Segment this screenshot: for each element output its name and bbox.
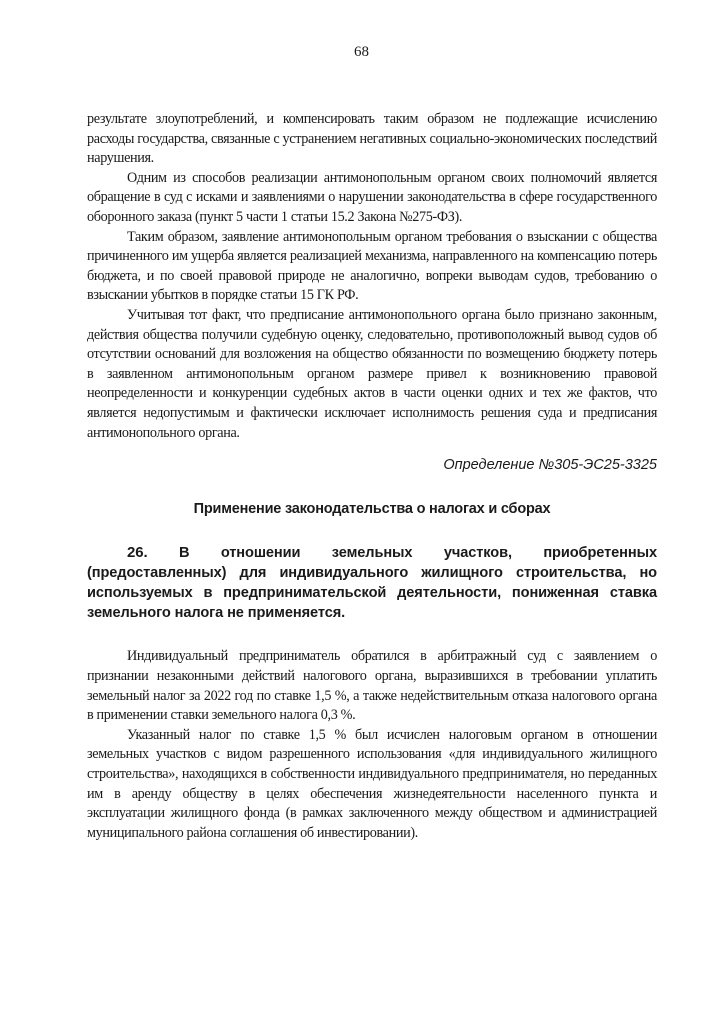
thesis-text: В отношении земельных участков, приобретенных (предоставленных) для индивидуального жилищного строительства, но используемых в предпринимательской деятельности, пониженная ставка земельного налога не применяется.: [87, 545, 657, 621]
paragraph-tax-calculation: Указанный налог по ставке 1,5 % был исчислен налоговым органом в отношении земельных участков с видом разрешенного использования «для индивидуального жилищного строительства», находящихся в собственности индивидуального предпринимателя, но переданных им в аренду обществу в целях обеспечения жизнедеятельности населенного пункта и эксплуатации жилищного фонда (в рамках заключенного между обществом и администрацией муниципального района соглашения об инвестировании).: [87, 726, 657, 841]
case-facts: [87, 647, 657, 843]
section-title: Применение законодательства о налогах и сборах: [193, 500, 551, 517]
thesis-number: 26.: [127, 544, 148, 562]
paragraph-legal-uncertainty: Учитывая тот факт, что предписание антимонопольного органа было признано законным, действия общества получили судебную оценку, следовательно, противоположный вывод судов об отсутствии оснований для возложения на общество обязанности по возмещению бюджету потерь в заявленном антимонопольным органом размере привел к возникновению правовой неопределенности и конкуренции судебных актов в части оценки одних и тех же фактов, что является недопустимым и фактически исключает исполнимость решения суда и предписания антимонопольного органа.: [87, 306, 657, 441]
thesis-block: [87, 543, 657, 623]
paragraph-claim-nature: Таким образом, заявление антимонопольным органом требования о взыскании с общества причиненного им ущерба является реализацией механизма, направленного на компенсацию потерь бюджета, и по своей правовой природе не аналогично, вопреки выводам судов, требованию о взыскании убытков в порядке статьи 15 ГК РФ.: [87, 228, 657, 304]
case-citation: Определение №305-ЭС25-3325: [443, 457, 657, 474]
paragraph-continuation: результате злоупотреблений, и компенсировать таким образом не подлежащие исчислению расходы государства, связанные с устранением негативных социально-экономических последствий нарушения.: [87, 111, 657, 167]
document-body: [87, 110, 657, 843]
paragraph-powers: Одним из способов реализации антимонопольным органом своих полномочий является обращение в суд с исками и заявлениями о нарушении законодательства в сфере государственного оборонного заказа (пункт 5 части 1 статьи 15.2 Закона №275-ФЗ).: [87, 169, 657, 225]
paragraph-entrepreneur-claim: Индивидуальный предприниматель обратился в арбитражный суд с заявлением о признании незаконными действий налогового органа, выразившихся в требовании уплатить земельный налог за 2022 год по ставке 1,5 %, а также недействительным отказа налогового органа в применении ставки земельного налога 0,3 %.: [87, 648, 657, 724]
page-number: 68: [354, 44, 369, 60]
